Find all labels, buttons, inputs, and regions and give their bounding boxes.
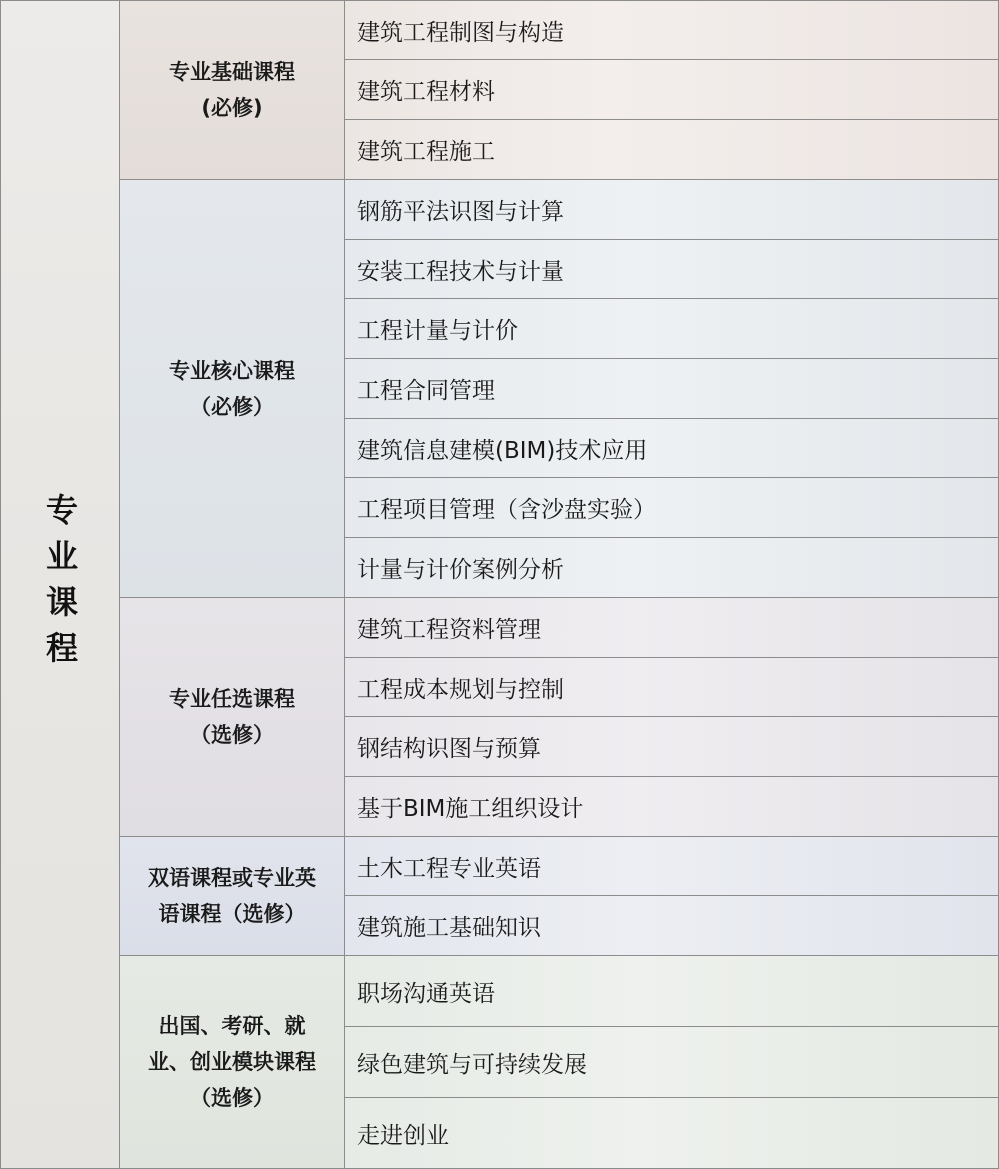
course-name: 建筑工程制图与构造 <box>357 19 564 46</box>
course-row <box>344 119 999 180</box>
course-name: 建筑施工基础知识 <box>357 915 541 941</box>
course-row <box>344 657 999 717</box>
course-name: 工程项目管理（含沙盘实验） <box>357 497 656 523</box>
group-label: 出国、考研、就 业、创业模块课程 （选修） <box>148 1014 316 1110</box>
group-cell-module <box>119 955 345 1169</box>
course-name: 建筑工程材料 <box>357 79 495 105</box>
course-row <box>344 597 999 658</box>
course-row <box>344 298 999 359</box>
course-row <box>344 477 999 538</box>
group-cell-elective <box>119 597 345 837</box>
course-row <box>344 776 999 837</box>
course-name: 建筑信息建模(BIM)技术应用 <box>357 437 648 464</box>
category-cell <box>0 0 120 1169</box>
course-name: 计量与计价案例分析 <box>357 557 564 583</box>
group-cell-bilingual <box>119 836 345 956</box>
course-row <box>344 537 999 598</box>
course-name: 建筑工程资料管理 <box>357 617 541 643</box>
course-row <box>344 239 999 299</box>
course-row <box>344 179 999 240</box>
course-row <box>344 0 999 60</box>
group-label: 专业核心课程 （必修） <box>169 358 295 419</box>
course-row <box>344 59 999 120</box>
group-cell-foundation <box>119 0 345 180</box>
category-label: 专业课程 <box>41 492 79 677</box>
course-name: 基于BIM施工组织设计 <box>357 796 584 822</box>
course-name: 工程成本规划与控制 <box>357 676 564 703</box>
group-label: 专业任选课程 （选修） <box>169 687 295 747</box>
course-name: 钢结构识图与预算 <box>357 736 541 762</box>
course-name: 钢筋平法识图与计算 <box>357 199 564 225</box>
course-row <box>344 1026 999 1098</box>
course-name: 土木工程专业英语 <box>357 855 541 882</box>
course-row <box>344 836 999 896</box>
course-name: 职场沟通英语 <box>357 980 495 1007</box>
course-name: 建筑工程施工 <box>357 139 495 165</box>
group-label: 专业基础课程 (必修) <box>169 60 295 120</box>
group-label: 双语课程或专业英 语课程（选修） <box>148 866 316 926</box>
course-row <box>344 895 999 956</box>
course-name: 绿色建筑与可持续发展 <box>357 1051 587 1078</box>
course-row <box>344 1097 999 1169</box>
course-row <box>344 358 999 419</box>
course-name: 工程合同管理 <box>357 378 495 404</box>
course-row <box>344 716 999 777</box>
course-name: 走进创业 <box>357 1122 449 1149</box>
course-row <box>344 418 999 478</box>
course-name: 工程计量与计价 <box>357 318 518 344</box>
course-row <box>344 955 999 1027</box>
group-cell-core <box>119 179 345 598</box>
course-name: 安装工程技术与计量 <box>357 258 564 285</box>
